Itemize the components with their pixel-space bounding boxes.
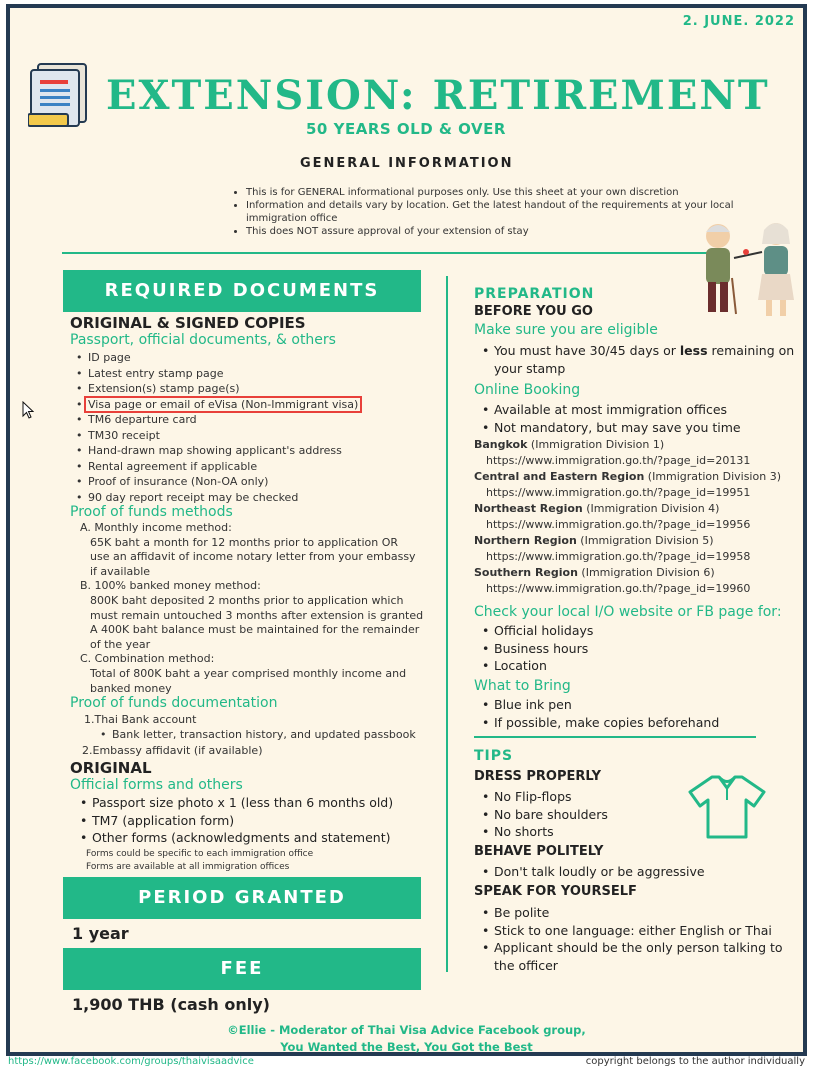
period-granted-banner: PERIOD GRANTED — [63, 877, 421, 919]
original-signed-heading: ORIGINAL & SIGNED COPIES — [70, 314, 306, 332]
before-you-go-heading: BEFORE YOU GO — [474, 304, 593, 319]
credit-line: ©Ellie - Moderator of Thai Visa Advice Facebook group, — [227, 1023, 586, 1037]
shirt-icon — [688, 774, 766, 840]
funds-method-label: A. Monthly income method: — [80, 521, 232, 534]
funds-method-label: C. Combination method: — [80, 652, 215, 666]
list-item: • Proof of insurance (Non-OA only) — [74, 474, 434, 490]
speak-text: the officer — [494, 957, 558, 973]
speak-list — [480, 904, 800, 974]
region-division: (Immigration Division 5) — [576, 534, 714, 547]
funds-methods-heading: Proof of funds methods — [70, 504, 233, 520]
list-item: • 90 day report receipt may be checked — [74, 490, 434, 506]
region-item — [474, 501, 804, 517]
forms-note: Forms are available at all immigration offices — [86, 862, 290, 872]
booking-list — [480, 401, 800, 436]
list-item: • Location — [480, 657, 800, 675]
list-item: • Official holidays — [480, 622, 800, 640]
list-item: • TM30 receipt — [74, 428, 434, 444]
list-item: • Hand-drawn map showing applicant's address — [74, 443, 434, 459]
eligible-heading: Make sure you are eligible — [474, 322, 658, 338]
fee-value: 1,900 THB (cash only) — [72, 995, 270, 1014]
list-item: • No shorts — [480, 823, 680, 841]
general-info-heading: GENERAL INFORMATION — [300, 156, 514, 171]
period-value: 1 year — [72, 924, 129, 943]
list-item: • TM7 (application form) — [78, 812, 438, 830]
credits — [10, 1022, 803, 1056]
region-link[interactable]: https://www.immigration.go.th/?page_id=19958 — [486, 550, 751, 563]
funds-doc-1: 1.Thai Bank account — [84, 713, 197, 726]
elderly-couple-illustration — [694, 218, 806, 322]
original-heading: ORIGINAL — [70, 759, 152, 777]
list-item: • Bank letter, transaction history, and updated passbook — [98, 727, 438, 743]
funds-method-detail: 800K baht deposited 2 months prior to application which — [90, 593, 404, 607]
funds-doc-2: 2.Embassy affidavit (if available) — [82, 744, 263, 757]
funds-method-detail: A 400K baht balance must be maintained for the remainder — [90, 623, 420, 637]
passport-heading: Passport, official documents, & others — [70, 332, 336, 348]
forms-notes — [86, 848, 313, 874]
list-item: • Other forms (acknowledgments and statement) — [78, 829, 438, 847]
region-item — [474, 437, 804, 453]
bring-heading: What to Bring — [474, 678, 571, 694]
behave-heading: BEHAVE POLITELY — [474, 844, 604, 859]
online-booking-heading: Online Booking — [474, 382, 581, 398]
funds-method-detail: of the year — [90, 637, 151, 651]
region-name: Northern Region — [474, 534, 577, 547]
regions-list — [474, 437, 804, 597]
list-item: • Latest entry stamp page — [74, 366, 434, 382]
list-item: • Passport size photo x 1 (less than 6 months old) — [78, 794, 438, 812]
region-item — [474, 469, 804, 485]
region-division: (Immigration Division 3) — [644, 470, 781, 483]
dress-list — [480, 788, 680, 841]
footer-copyright: copyright belongs to the author individually — [585, 1056, 805, 1067]
tips-heading: TIPS — [474, 748, 514, 764]
list-item: • Blue ink pen — [480, 696, 800, 714]
region-division: (Immigration Division 1) — [527, 438, 665, 451]
funds-methods — [80, 521, 450, 696]
list-item: • No bare shoulders — [480, 806, 680, 824]
list-item: • Stick to one language: either English or Thai — [480, 922, 800, 940]
region-link[interactable]: https://www.immigration.go.th/?page_id=19960 — [486, 582, 751, 595]
region-link[interactable]: https://www.immigration.go.th/?page_id=20131 — [486, 454, 751, 467]
eligible-text: remaining on — [707, 343, 795, 358]
eligible-text: your stamp — [494, 360, 566, 376]
funds-method-label: B. 100% banked money method: — [80, 579, 261, 593]
speak-heading: SPEAK FOR YOURSELF — [474, 884, 637, 899]
document-icon — [28, 60, 92, 130]
region-name: Southern Region — [474, 566, 578, 579]
passport-list — [74, 350, 434, 505]
region-division: (Immigration Division 4) — [582, 502, 720, 515]
forms-list — [78, 794, 438, 847]
mouse-cursor-icon — [22, 401, 34, 419]
funds-method-detail: must remain untouched 3 months after extension is granted — [90, 608, 424, 622]
region-name: Bangkok — [474, 438, 528, 451]
list-item: • ID page — [74, 350, 434, 366]
forms-heading: Official forms and others — [70, 777, 243, 793]
region-link[interactable]: https://www.immigration.go.th/?page_id=19951 — [486, 486, 751, 499]
region-name: Northeast Region — [474, 502, 583, 515]
list-item: • Rental agreement if applicable — [74, 459, 434, 475]
credit-line: You Wanted the Best, You Got the Best — [280, 1040, 533, 1054]
check-heading: Check your local I/O website or FB page for: — [474, 604, 782, 620]
highlighted-item: Visa page or email of eVisa (Non-Immigrant visa) — [84, 396, 362, 413]
list-item: • TM6 departure card — [74, 412, 434, 428]
region-name: Central and Eastern Region — [474, 470, 645, 483]
funds-method-detail: use an affidavit of income notary letter from your embassy — [90, 550, 416, 564]
page-subtitle: 50 YEARS OLD & OVER — [306, 120, 506, 138]
funds-method-detail: banked money — [90, 681, 172, 695]
list-item: • Information and details vary by location. Get the latest handout of the requirements at your local immigration office — [246, 199, 734, 225]
funds-method-detail: if available — [90, 564, 151, 578]
page-title: EXTENSION: RETIREMENT — [106, 72, 770, 119]
divider — [474, 736, 756, 738]
list-item: • This is for GENERAL informational purposes only. Use this sheet at your own discretion — [246, 186, 734, 199]
list-item — [480, 342, 800, 377]
region-division: (Immigration Division 6) — [577, 566, 715, 579]
list-item: • This does NOT assure approval of your extension of stay — [246, 225, 734, 238]
list-item: • If possible, make copies beforehand — [480, 714, 800, 732]
document-frame — [6, 4, 807, 1056]
region-link[interactable]: https://www.immigration.go.th/?page_id=19956 — [486, 518, 751, 531]
fee-banner: FEE — [63, 948, 421, 990]
required-documents-banner: REQUIRED DOCUMENTS — [63, 270, 421, 312]
list-item — [480, 939, 800, 974]
bring-list — [480, 696, 800, 731]
speak-text: Applicant should be the only person talking to — [494, 940, 783, 955]
general-info-list — [234, 186, 734, 238]
list-item: • Be polite — [480, 904, 800, 922]
dress-heading: DRESS PROPERLY — [474, 769, 602, 784]
region-item — [474, 533, 804, 549]
list-item: • Business hours — [480, 640, 800, 658]
document-date: 2. JUNE. 2022 — [682, 14, 795, 29]
list-item: • Available at most immigration offices — [480, 401, 800, 419]
list-item: • Extension(s) stamp page(s) — [74, 381, 434, 397]
funds-docs-heading: Proof of funds documentation — [70, 695, 278, 711]
list-item — [74, 397, 434, 413]
footer-url-link[interactable]: https://www.facebook.com/groups/thaivisaadvice — [8, 1056, 254, 1067]
behave-list — [480, 863, 800, 881]
eligible-list — [480, 342, 800, 377]
preparation-heading: PREPARATION — [474, 286, 595, 302]
funds-doc-1-sub — [98, 727, 438, 743]
eligible-emphasis: less — [679, 343, 708, 358]
list-item: • Not mandatory, but may save you time — [480, 419, 800, 437]
divider — [62, 252, 712, 254]
list-item: • Don't talk loudly or be aggressive — [480, 863, 800, 881]
funds-method-detail: 65K baht a month for 12 months prior to application OR — [90, 535, 399, 549]
region-item — [474, 565, 804, 581]
forms-note: Forms could be specific to each immigration office — [86, 849, 314, 859]
check-list — [480, 622, 800, 675]
eligible-text: You must have 30/45 days or — [494, 343, 680, 358]
funds-method-detail: Total of 800K baht a year comprised monthly income and — [90, 666, 407, 680]
list-item: • No Flip-flops — [480, 788, 680, 806]
